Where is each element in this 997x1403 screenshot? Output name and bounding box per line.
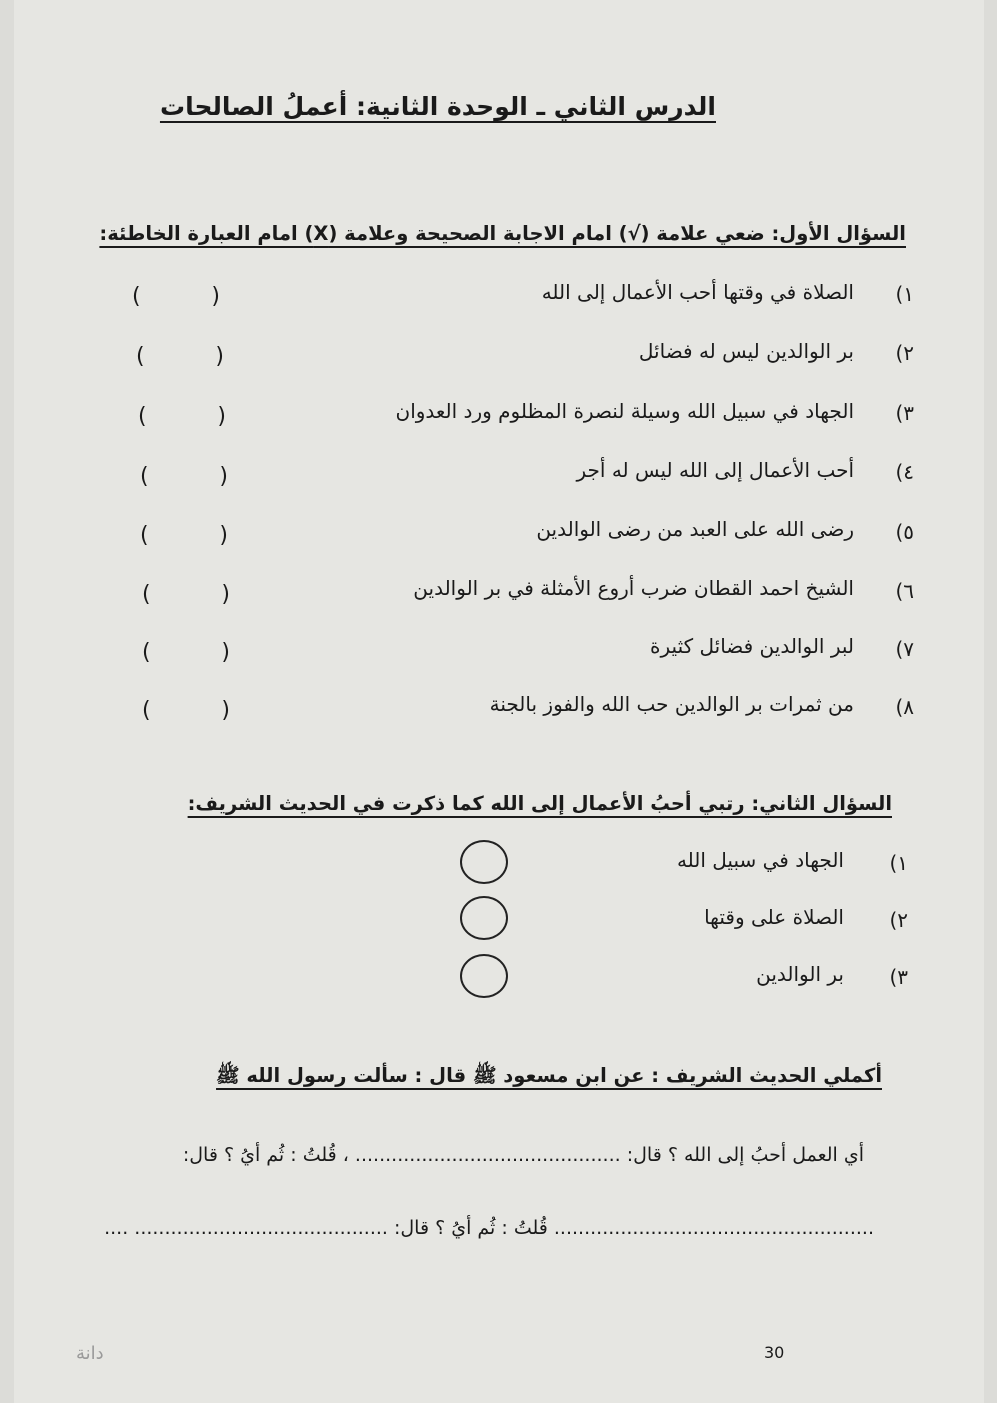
item-text: رضى الله على العبد من رضى الوالدين: [536, 517, 854, 541]
rank-circle[interactable]: [460, 896, 508, 940]
answer-parentheses[interactable]: ( ): [132, 284, 220, 309]
item-number: ٥): [895, 520, 914, 544]
item-number: ٣): [889, 965, 908, 989]
worksheet-page: [14, 0, 984, 1403]
question2-heading: السؤال الثاني: رتبي أحبُ الأعمال إلى الله كما ذكرت في الحديث الشريف:: [187, 792, 892, 815]
item-number: ٢): [895, 341, 914, 365]
item-text: الصلاة في وقتها أحب الأعمال إلى الله: [541, 280, 854, 304]
item-number: ١): [889, 851, 908, 875]
answer-parentheses[interactable]: ( ): [142, 698, 230, 723]
item-number: ٣): [895, 401, 914, 425]
item-number: ٤): [895, 460, 914, 484]
answer-parentheses[interactable]: ( ): [138, 404, 226, 429]
answer-parentheses[interactable]: ( ): [142, 640, 230, 665]
answer-parentheses[interactable]: ( ): [140, 464, 228, 489]
item-text: من ثمرات بر الوالدين حب الله والفوز بالجنة: [489, 692, 854, 716]
item-text: بر الوالدين: [756, 962, 844, 986]
fill-in-line-1[interactable]: أي العمل أحبُ إلى الله ؟ قال: ............................................ ، قُلتُ : ثُم أيُ ؟ قال:: [182, 1144, 864, 1166]
item-text: الشيخ احمد القطان ضرب أروع الأمثلة في بر الوالدين: [413, 576, 854, 600]
hadith-heading: أكملي الحديث الشريف : عن ابن مسعود ﷺ قال : سألت رسول الله ﷺ: [216, 1064, 882, 1087]
answer-parentheses[interactable]: ( ): [142, 582, 230, 607]
item-text: الجهاد في سبيل الله: [676, 848, 844, 872]
rank-circle[interactable]: [460, 954, 508, 998]
watermark: دانة: [76, 1343, 104, 1364]
item-number: ٨): [895, 695, 914, 719]
item-number: ٧): [895, 637, 914, 661]
fill-in-line-2[interactable]: ..................................................... قُلتُ : ثُم أيُ ؟ قال: .......................................... ....: [104, 1217, 874, 1239]
item-text: الصلاة على وقتها: [704, 905, 844, 929]
item-number: ١): [895, 282, 914, 306]
question1-heading: السؤال الأول: ضعي علامة (√) امام الاجابة الصحيحة وعلامة (X) امام العبارة الخاطئة:: [99, 222, 906, 245]
item-text: لبر الوالدين فضائل كثيرة: [650, 634, 854, 658]
item-text: الجهاد في سبيل الله وسيلة لنصرة المظلوم ورد العدوان: [395, 399, 854, 423]
answer-parentheses[interactable]: ( ): [136, 344, 224, 369]
page-title: الدرس الثاني ـ الوحدة الثانية: أعملُ الصالحات: [159, 92, 716, 121]
item-text: أحب الأعمال إلى الله ليس له أجر: [576, 458, 854, 482]
rank-circle[interactable]: [460, 840, 508, 884]
item-text: بر الوالدين ليس له فضائل: [638, 339, 854, 363]
answer-parentheses[interactable]: ( ): [140, 523, 228, 548]
item-number: ٦): [895, 579, 914, 603]
page-number: 30: [764, 1343, 785, 1362]
item-number: ٢): [889, 908, 908, 932]
